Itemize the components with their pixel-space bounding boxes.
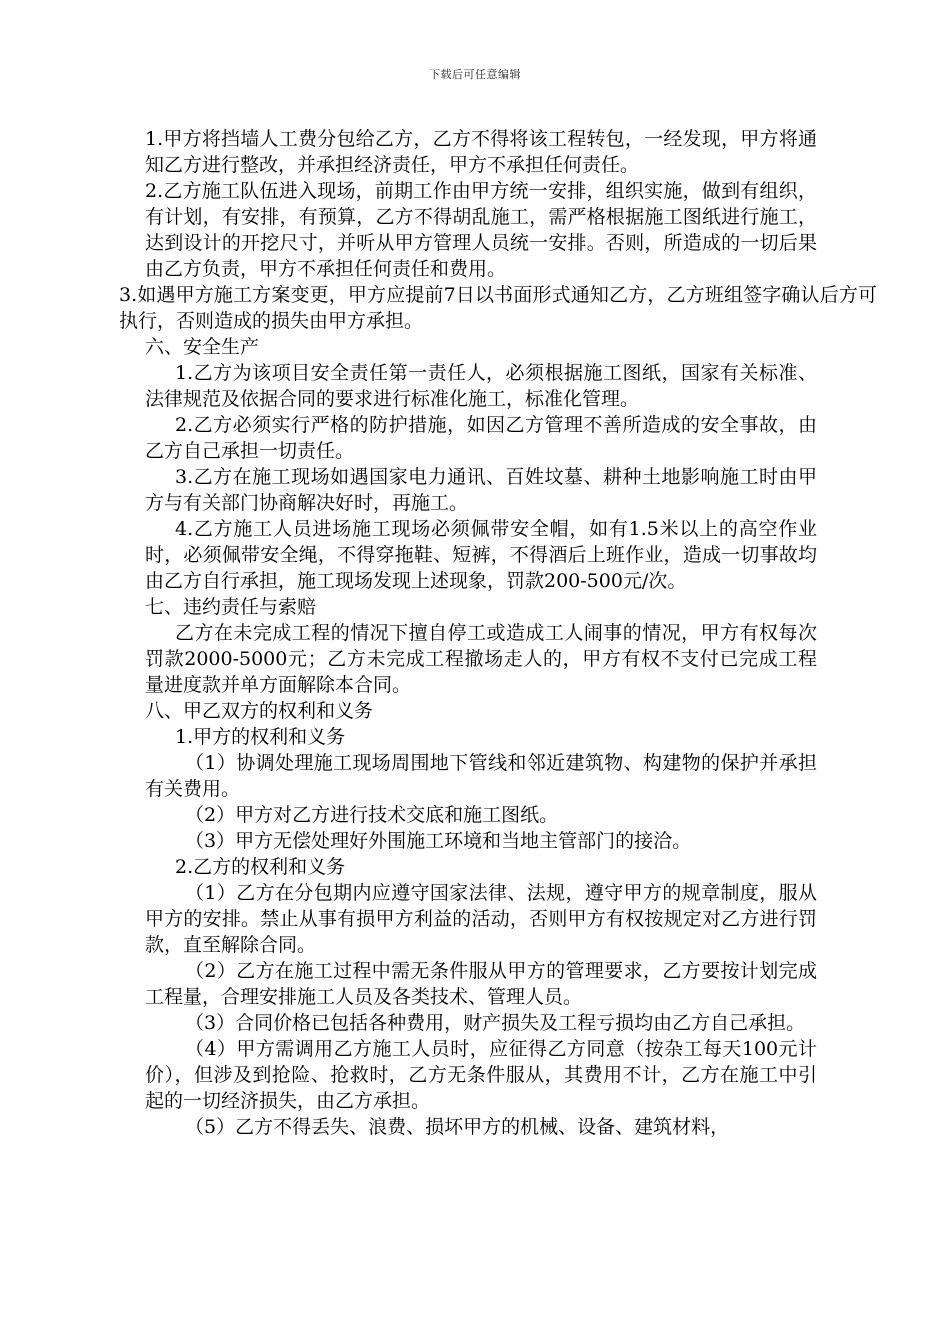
party-b-item-3: （3）合同价格已包括各种费用，财产损失及工程亏损均由乙方自己承担。 <box>185 1012 806 1034</box>
safety-clause-4: 4.乙方施工人员进场施工现场必须佩带安全帽，如有1.5米以上的高空作业时，必须佩带安全绳，不得穿拖鞋、短裤，不得酒后上班作业，造成一切事故均由乙方自行承担，施工现场发现上述现象，罚款200-500元/次。 <box>145 518 817 592</box>
page-header: 下载后可任意编辑 <box>429 68 521 81</box>
party-b-item-1: （1）乙方在分包期内应遵守国家法律、法规，遵守甲方的规章制度，服从甲方的安排。禁止从事有损甲方利益的活动，否则甲方有权按规定对乙方进行罚款，直至解除合同。 <box>145 882 817 956</box>
section-heading-safety: 六、安全生产 <box>145 336 260 358</box>
document-body <box>119 126 877 1140</box>
clause-2: 2.乙方施工队伍进入现场，前期工作由甲方统一安排，组织实施，做到有组织，有计划，有安排，有预算，乙方不得胡乱施工，需严格根据施工图纸进行施工，达到设计的开挖尺寸，并听从甲方管理人员统一安排。否则，所造成的一切后果由乙方负责，甲方不承担任何责任和费用。 <box>145 180 817 280</box>
party-a-heading: 1.甲方的权利和义务 <box>175 726 346 748</box>
party-b-heading: 2.乙方的权利和义务 <box>175 856 346 878</box>
section-heading-liability: 七、违约责任与索赔 <box>145 596 317 618</box>
clause-3: 3.如遇甲方施工方案变更，甲方应提前7日以书面形式通知乙方，乙方班组签字确认后方可执行，否则造成的损失由甲方承担。 <box>119 284 877 332</box>
section-heading-rights: 八、甲乙双方的权利和义务 <box>145 700 374 722</box>
party-a-item-1: （1）协调处理施工现场周围地下管线和邻近建筑物、构建物的保护并承担有关费用。 <box>145 752 817 800</box>
party-b-item-5: （5）乙方不得丢失、浪费、损坏甲方的机械、设备、建筑材料， <box>185 1116 730 1138</box>
liability-clause: 乙方在未完成工程的情况下擅自停工或造成工人闹事的情况，甲方有权每次罚款2000-5000元；乙方未完成工程撤场走人的，甲方有权不支付已完成工程量进度款并单方面解除本合同。 <box>145 622 817 696</box>
safety-clause-1: 1.乙方为该项目安全责任第一责任人，必须根据施工图纸，国家有关标准、法律规范及依据合同的要求进行标准化施工，标准化管理。 <box>145 362 817 410</box>
safety-clause-2: 2.乙方必须实行严格的防护措施，如因乙方管理不善所造成的安全事故，由乙方自己承担一切责任。 <box>145 414 817 462</box>
party-b-item-2: （2）乙方在施工过程中需无条件服从甲方的管理要求，乙方要按计划完成工程量，合理安排施工人员及各类技术、管理人员。 <box>145 960 817 1008</box>
clause-1: 1.甲方将挡墙人工费分包给乙方，乙方不得将该工程转包，一经发现，甲方将通知乙方进行整改，并承担经济责任，甲方不承担任何责任。 <box>145 128 817 176</box>
safety-clause-3: 3.乙方在施工现场如遇国家电力通讯、百姓坟墓、耕种土地影响施工时由甲方与有关部门协商解决好时，再施工。 <box>145 466 817 514</box>
party-b-item-4: （4）甲方需调用乙方施工人员时，应征得乙方同意（按杂工每天100元计价），但涉及到抢险、抢救时，乙方无条件服从，其费用不计，乙方在施工中引起的一切经济损失，由乙方承担。 <box>145 1038 817 1112</box>
party-a-item-2: （2）甲方对乙方进行技术交底和施工图纸。 <box>185 804 559 826</box>
party-a-item-3: （3）甲方无偿处理好外围施工环境和当地主管部门的接洽。 <box>185 830 692 852</box>
